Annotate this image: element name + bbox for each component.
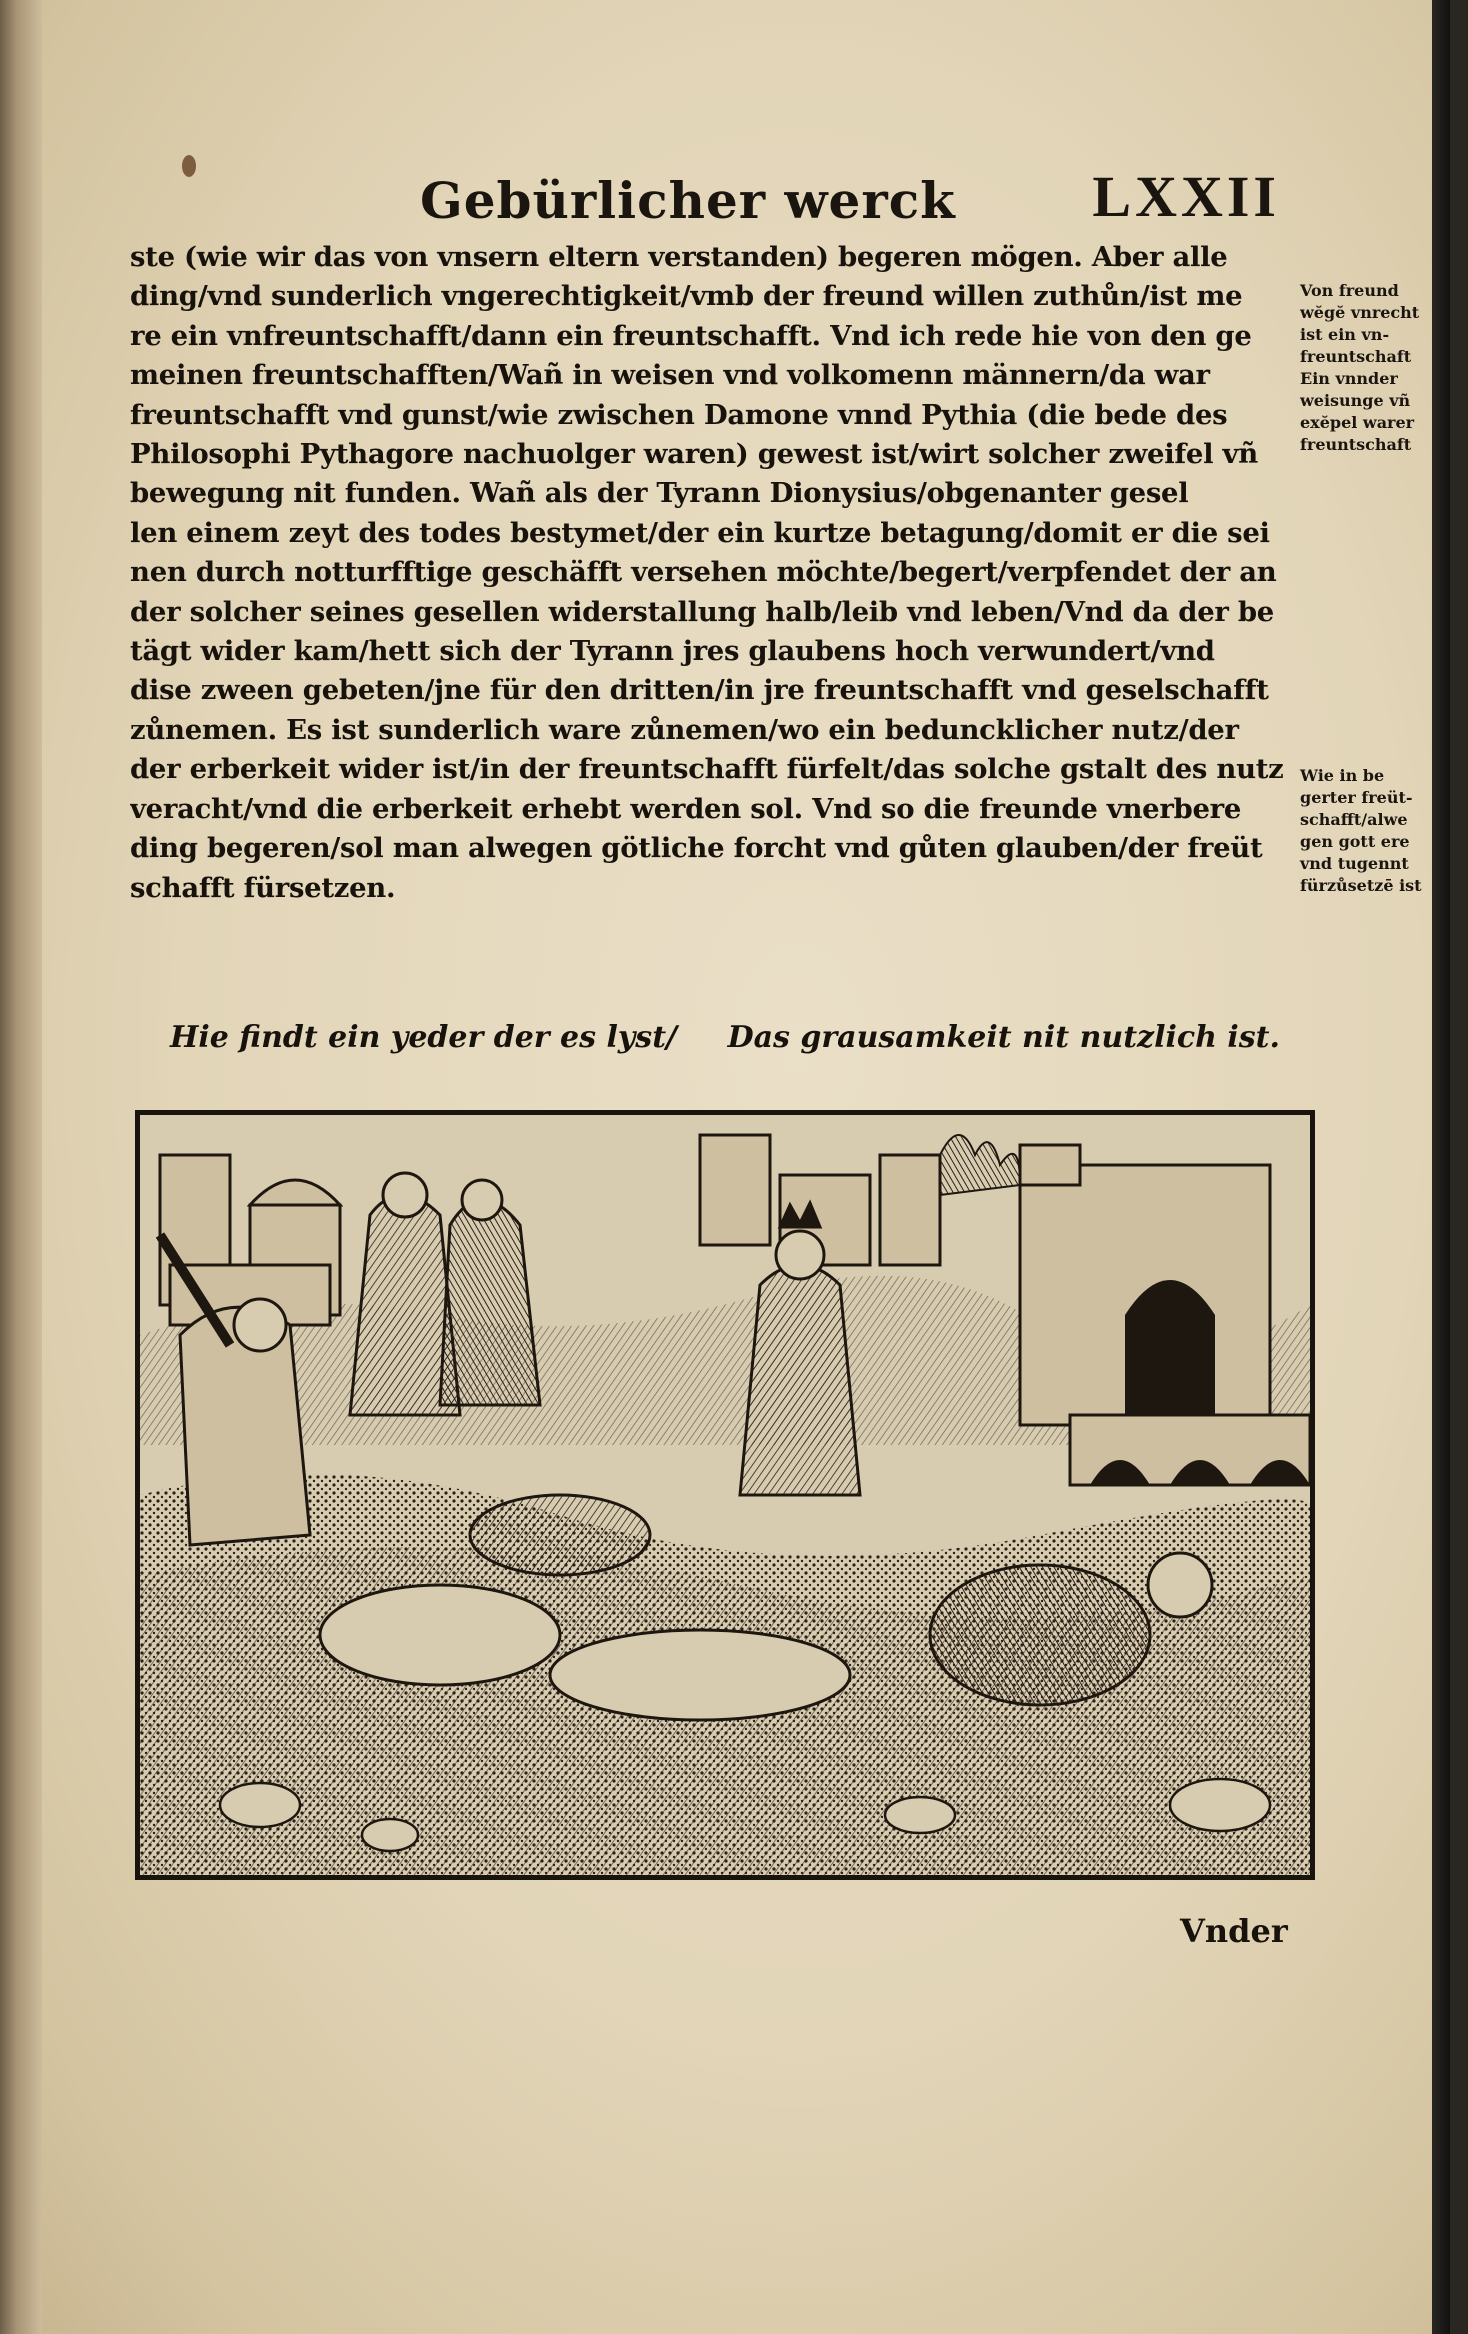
margin-note-line: Von freund [1300,281,1399,300]
text-line: bewegung nit funden. Wañ als der Tyrann Dionysius/obgenanter gesel [130,477,1189,510]
margin-note-line: gen gott ere [1300,832,1410,851]
text-line: re ein vnfreuntschafft/dann ein freuntschafft. Vnd ich rede hie von den ge [130,319,1252,352]
margin-note-line: weisunge vñ [1300,391,1411,410]
running-head-title: Gebürlicher werck [420,171,956,230]
margin-note-line: Wie in be [1300,766,1385,785]
margin-note-friendship [1300,280,1430,456]
text-line: Philosophi Pythagore nachuolger waren) gewest ist/wirt solcher zweifel vñ [130,438,1258,471]
text-line: ding begeren/sol man alwegen götliche forcht vnd gůten glauben/der freüt [130,832,1263,865]
text-line: nen durch notturfftige geschäfft versehen möchte/begert/verpfendet der an [130,556,1277,589]
text-line: tägt wider kam/hett sich der Tyrann jres glaubens hoch verwundert/vnd [130,635,1215,668]
text-line: schafft fürsetzen. [130,871,396,904]
margin-note-line: gerter freüt- [1300,788,1413,807]
margin-note-god [1300,765,1430,897]
margin-note-line: Ein vnnder [1300,369,1398,388]
caption-left: Hie findt ein yeder der es lyst/ [170,1020,678,1055]
caption-right: Das grausamkeit nit nutzlich ist. [727,1020,1280,1055]
margin-note-line: vnd tugennt [1300,854,1409,873]
text-line: der solcher seines gesellen widerstallung halb/leib vnd leben/Vnd da der be [130,595,1274,628]
text-line: ste (wie wir das von vnsern eltern verstanden) begeren mögen. Aber alle [130,241,1228,273]
folio-number: LXXII [1092,164,1280,229]
margin-note-line: exĕpel warer [1300,413,1415,432]
running-head [420,160,1280,230]
body-text [130,238,1290,908]
woodcut-caption [170,1020,1280,1055]
margin-note-line: fürzůsetzē ist [1300,876,1422,895]
text-line: veracht/vnd die erberkeit erhebt werden sol. Vnd so die freunde vnerbere [130,792,1242,825]
text-line: zůnemen. Es ist sunderlich ware zůnemen/wo ein beduncklicher nutz/der [130,713,1239,746]
page-edge [1432,0,1450,2334]
woodcut-drawing [140,1115,1310,1875]
text-line: dise zween gebeten/jne für den dritten/in jre freuntschafft vnd geselschafft [130,674,1269,707]
text-line: der erberkeit wider ist/in der freuntschafft fürfelt/das solche gstalt des nutz [130,753,1284,786]
margin-note-line: freuntschaft [1300,347,1412,366]
ink-stain [182,155,196,177]
margin-note-line: ist ein vn- [1300,325,1390,344]
catchword: Vnder [1180,1912,1288,1950]
binding-gutter [0,0,42,2334]
margin-note-line: wĕgĕ vnrecht [1300,303,1420,322]
text-line: meinen freuntschafften/Wañ in weisen vnd volkomenn männern/da war [130,359,1210,392]
margin-note-line: schafft/alwe [1300,810,1408,829]
text-line: ding/vnd sunderlich vngerechtigkeit/vmb der freund willen zuthůn/ist me [130,280,1243,313]
text-line: len einem zeyt des todes bestymet/der ein kurtze betagung/domit er die sei [130,516,1270,549]
text-line: freuntschafft vnd gunst/wie zwischen Damone vnnd Pythia (die bede des [130,398,1228,431]
margin-note-line: freuntschaft [1300,435,1412,454]
woodcut-illustration [135,1110,1315,1880]
